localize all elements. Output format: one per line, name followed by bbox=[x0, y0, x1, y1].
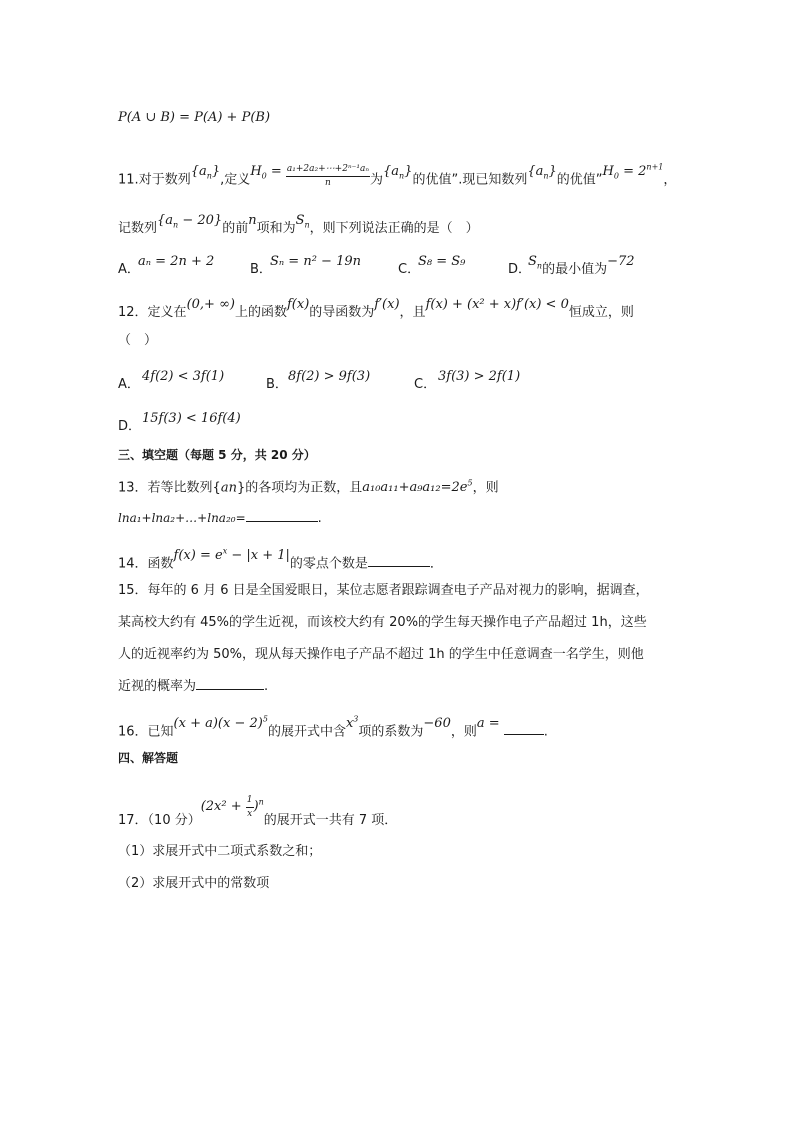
question-12-line-1: 12．定义在(0,+ ∞)上的函数f(x)的导函数为f′(x)，且f(x) + (x² + x)f′(x) < 0恒成立，则 bbox=[118, 297, 634, 320]
binomial-expression: (2x² + $\frac{1}{x}$ )$^n$ bbox=[200, 795, 264, 819]
answer-blank[interactable] bbox=[368, 566, 430, 567]
question-17: 17．（10 分）(2x² + $\frac{1}{x}$ )$^n$的展开式一共有 7 项． bbox=[118, 795, 398, 828]
expansion-expression: $(x + a)(x - 2)^5$ bbox=[173, 715, 268, 732]
union-formula: P(A ∪ B) = P(A) + P(B) bbox=[118, 110, 271, 125]
question-13-line-2: lna₁+lna₂+…+lna₂₀= . bbox=[118, 511, 322, 526]
section-4-heading: 四、解答题 bbox=[118, 751, 179, 765]
section-3-heading: 三、填空题（每题 5 分，共 20 分） bbox=[118, 448, 316, 462]
answer-blank[interactable] bbox=[196, 689, 264, 690]
question-16: 16．已知$(x + a)(x - 2)^5$的展开式中含$x^3$项的系数为−60，则a = . bbox=[118, 715, 548, 740]
option-b: Sₙ = n² − 19n bbox=[270, 254, 361, 269]
question-12-option-d: D．15f(3) < 16f(4) bbox=[118, 411, 241, 434]
question-17-part-2: （2）求展开式中的常数项 bbox=[118, 876, 270, 891]
question-15-line-4: 近视的概率为 . bbox=[118, 679, 269, 694]
h0-definition: $H_0$ = $\frac{\text{a₁+2a₂+⋯+2ⁿ⁻¹aₙ}}{n}$ bbox=[250, 164, 369, 189]
answer-blank[interactable] bbox=[246, 521, 318, 522]
option-d: 15f(3) < 16f(4) bbox=[142, 411, 241, 426]
question-15-line-3: 人的近视率约为 50%，现从每天操作电子产品不超过 1h 的学生中任意调查一名学生，则他 bbox=[118, 647, 644, 662]
option-b: 8f(2) > 9f(3) bbox=[288, 369, 371, 384]
question-11-line-1: 11.对于数列$\{a_n\}$,定义$H_0$ = $\frac{\text{a₁+2a₂+⋯+2ⁿ⁻¹aₙ}}{n}$ 为$\{a_n\}$的优值”.现已知数列$\{a_n\}$的优值$”H_0 = 2^{n+1}$， bbox=[118, 163, 677, 189]
question-15-line-1: 15．每年的 6 月 6 日是全国爱眼日，某位志愿者跟踪调查电子产品对视力的影响，据调查， bbox=[118, 583, 649, 598]
option-a: 4f(2) < 3f(1) bbox=[142, 369, 225, 384]
condition-inequality: f(x) + (x² + x)f′(x) < 0 bbox=[425, 297, 569, 312]
question-13-line-1: 13．若等比数列{an}的各项均为正数，且$a_{10}a_{11}+a_9a_{12}=2e^5$，则 bbox=[118, 479, 499, 496]
question-11-options: A．aₙ = 2n + 2B．Sₙ = n² − 19nC．S₈ = S₉D．$S_n$的最小值为−72 bbox=[118, 254, 635, 277]
question-11-line-2: 记数列$\{a_n - 20\}$的前n项和为$S_n$，则下列说法正确的是（ ） bbox=[118, 213, 479, 236]
question-12-paren: （ ） bbox=[118, 333, 158, 348]
question-14: 14．函数$f(x) = e^x - |x + 1|$的零点个数是 ． bbox=[118, 547, 443, 572]
option-d-value: −72 bbox=[607, 254, 635, 269]
option-c: S₈ = S₉ bbox=[418, 254, 466, 269]
function-expression: $f(x) = e^x - |x + 1|$ bbox=[173, 547, 290, 564]
option-a: aₙ = 2n + 2 bbox=[138, 254, 215, 269]
question-12-options-abc: A．4f(2) < 3f(1)B．8f(2) > 9f(3)C．3f(3) > 2f(1) bbox=[118, 369, 521, 392]
question-17-part-1: （1）求展开式中二项式系数之和； bbox=[118, 844, 322, 859]
question-15-line-2: 某高校大约有 45%的学生近视，而该校大约有 20%的学生每天操作电子产品超过 1h，这些 bbox=[118, 615, 647, 630]
h0-fraction: $\frac{\text{a₁+2a₂+⋯+2ⁿ⁻¹aₙ}}{n}$ bbox=[286, 164, 369, 189]
h0-value: $H_0 = 2^{n+1}$ bbox=[602, 163, 664, 181]
answer-blank[interactable] bbox=[504, 734, 544, 735]
option-c: 3f(3) > 2f(1) bbox=[438, 369, 521, 384]
